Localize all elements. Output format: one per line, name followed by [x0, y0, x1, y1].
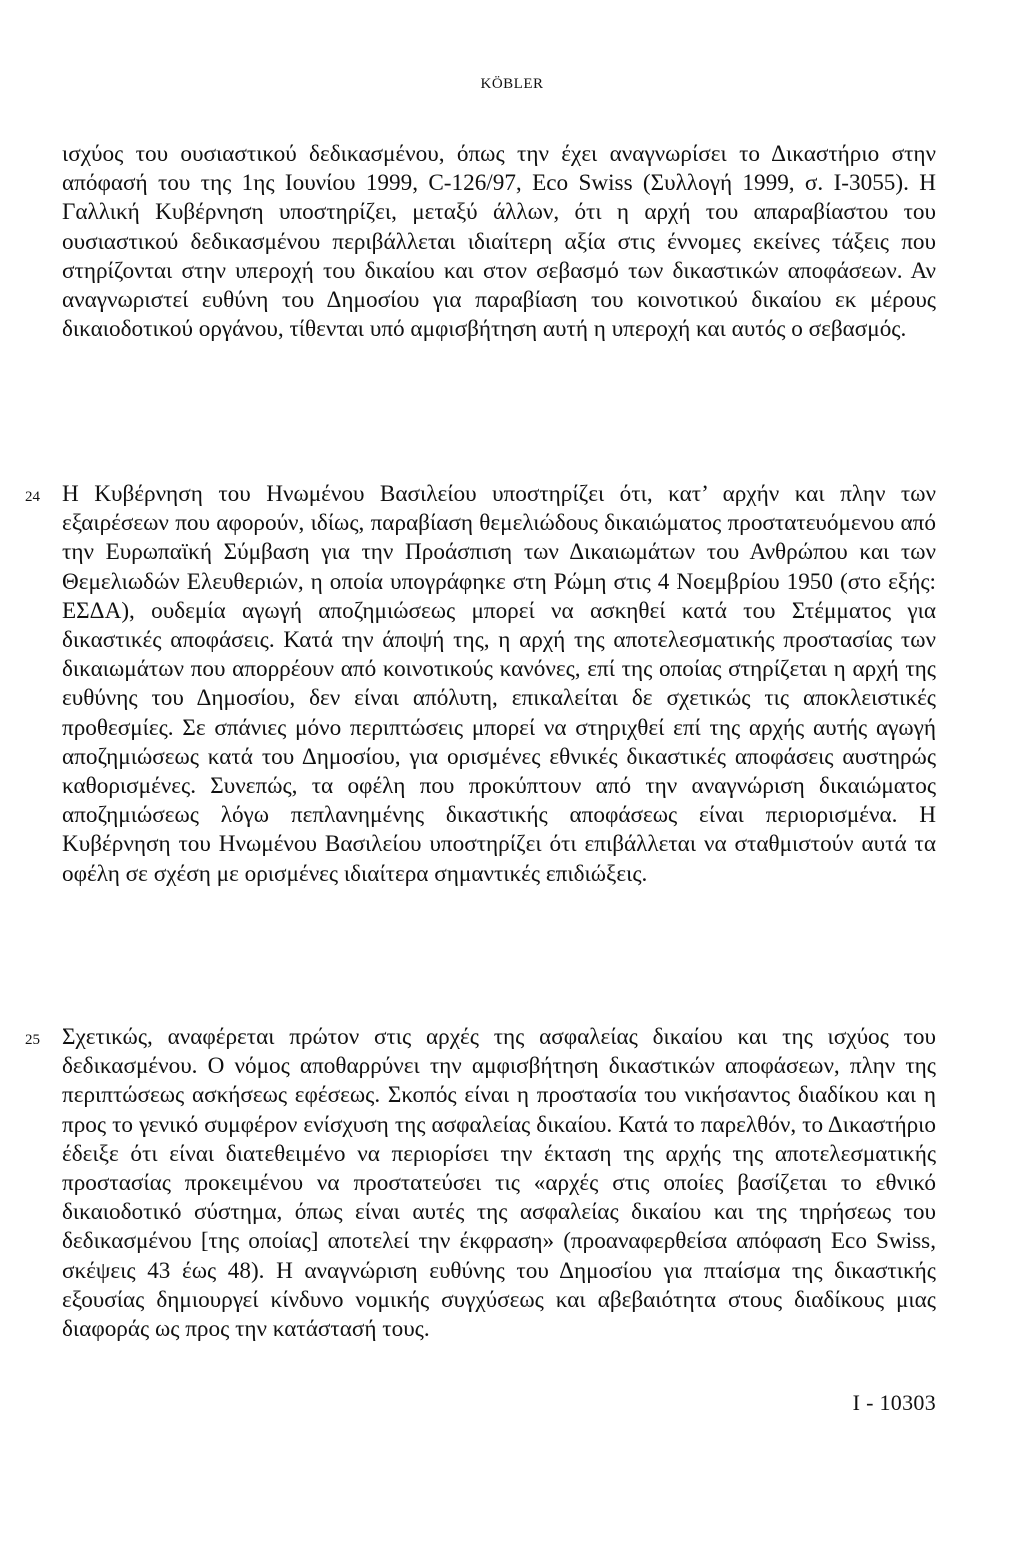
paragraph-number-24: 24 — [25, 489, 40, 505]
paragraph-24: Η Κυβέρνηση του Ηνωμένου Βασιλείου υποστηρίζει ότι, κατ’ αρχήν και πλην των εξαιρέσεων που αφορούν, ιδίως, παραβίαση θεμελιώδους δικαιώματος προστατευόμενου από την Ευρωπαϊκή Σύμβαση για την Προάσπιση των Δικαιωμάτων του Ανθρώπου και των Θεμελιωδών Ελευθεριών, η οποία υπογράφηκε στη Ρώμη στις 4 Νοεμβρίου 1950 (στο εξής: ΕΣΔΑ), ουδεμία αγωγή αποζημιώσεως μπορεί να ασκηθεί κατά του Στέμματος για δικαστικές αποφάσεις. Κατά την άποψή της, η αρχή της αποτελεσματικής προστασίας των δικαιωμάτων που απορρέουν από κοινοτικούς κανόνες, επί της οποίας στηρίζεται η αρχή της ευθύνης του Δημοσίου, δεν είναι απόλυτη, επικαλείται δε σχετικώς τις αποκλειστικές προθεσμίες. Σε σπάνιες μόνο περιπτώσεις μπορεί να στηριχθεί επί της αρχής αυτής αγωγή αποζημιώσεως κατά του Δημοσίου, για ορισμένες εθνικές δικαστικές αποφάσεις αυστηρώς καθορισμένες. Συνεπώς, τα οφέλη που προκύπτουν από την αναγνώριση δικαιώματος αποζημιώσεως λόγω πεπλανημένης δικαστικής αποφάσεως είναι περιορισμένα. Η Κυβέρνηση του Ηνωμένου Βασιλείου υποστηρίζει ότι επιβάλλεται να σταθμιστούν αυτά τα οφέλη σε σχέση με ορισμένες ιδιαίτερα σημαντικές επιδιώξεις. — [62, 481, 936, 887]
paragraph-25: Σχετικώς, αναφέρεται πρώτον στις αρχές της ασφαλείας δικαίου και της ισχύος του δεδικασμένου. Ο νόμος αποθαρρύνει την αμφισβήτηση δικαστικών αποφάσεων, πλην της περιπτώσεως ασκήσεως εφέσεως. Σκοπός είναι η προστασία του νικήσαντος διαδίκου και η προς το γενικό συμφέρον ενίσχυση της ασφαλείας δικαίου. Κατά το παρελθόν, το Δικαστήριο έδειξε ότι είναι διατεθειμένο να περιορίσει την έκταση της αρχής της αποτελεσματικής προστασίας προκειμένου να προστατεύσει τις «αρχές στις οποίες βασίζεται το εθνικό δικαιοδοτικό σύστημα, όπως είναι αυτές της ασφαλείας δικαίου και της τηρήσεως του δεδικασμένου [της οποίας] αποτελεί την έκφραση» (προαναφερθείσα απόφαση Eco Swiss, σκέψεις 43 έως 48). Η αναγνώριση ευθύνης του Δημοσίου για πταίσμα της δικαστικής εξουσίας δημιουργεί κίνδυνο νομικής συγχύσεως και αβεβαιότητα στους διαδίκους μιας διαφοράς ως προς την κατάστασή τους. — [62, 1024, 936, 1343]
running-header-title: KÖBLER — [480, 76, 544, 92]
paragraph-number-25: 25 — [25, 1032, 40, 1048]
paragraph-continuation: ισχύος του ουσιαστικού δεδικασμένου, όπως την έχει αναγνωρίσει το Δικαστήριο στην απόφασή του της 1ης Ιουνίου 1999, C-126/97, Eco Swiss (Συλλογή 1999, σ. I-3055). Η Γαλλική Κυβέρνηση υποστηρίζει, μεταξύ άλλων, ότι η αρχή του απαραβίαστου του ουσιαστικού δεδικασμένου περιβάλλεται ιδιαίτερη αξία στις έννομες εκείνες τάξεις που στηρίζονται στην υπεροχή του δικαίου και στον σεβασμό των δικαστικών αποφάσεων. Αν αναγνωριστεί ευθύνη του Δημοσίου για παραβίαση του κοινοτικού δικαίου εκ μέρους δικαιοδοτικού οργάνου, τίθενται υπό αμφισβήτηση αυτή η υπεροχή και αυτός ο σεβασμός. — [62, 141, 936, 343]
page-number: I - 10303 — [852, 1390, 936, 1415]
